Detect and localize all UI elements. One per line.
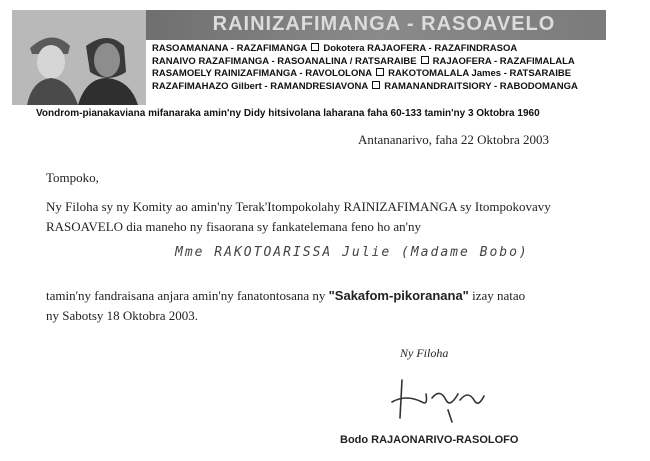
thanks-line-1: Ny Filoha sy ny Komity ao amin'ny Terak'Itompokolahy RAINIZAFIMANGA sy Itompokovavy <box>46 199 551 214</box>
bullet-box <box>421 56 429 64</box>
names-left: RASOAMANANA - RAZAFIMANGA <box>152 43 308 54</box>
founders-photo <box>12 10 146 105</box>
bullet-box <box>311 43 319 51</box>
founders-portrait-image <box>12 10 146 105</box>
letterhead <box>12 10 606 119</box>
event-line-1 <box>46 286 525 306</box>
closing-title: Ny Filoha <box>400 346 449 360</box>
names-row <box>152 43 608 56</box>
bullet-box <box>372 81 380 89</box>
thanks-paragraph <box>46 197 551 237</box>
names-row <box>152 56 608 69</box>
event-text-post: izay natao <box>468 288 526 303</box>
names-right: RAMANANDRAITSIORY - RABODOMANGA <box>384 80 578 92</box>
event-paragraph <box>46 286 525 326</box>
event-line-2: ny Sabotsy 18 Oktobra 2003. <box>46 308 199 323</box>
salutation: Tompoko, <box>46 170 99 185</box>
names-row <box>152 81 608 94</box>
names-row <box>152 68 608 81</box>
event-name: "Sakafom-pikoranana" <box>328 288 469 303</box>
letter-date: Antananarivo, faha 22 Oktobra 2003 <box>358 132 549 147</box>
event-text-pre: tamin'ny fandraisana anjara amin'ny fanatontosana ny <box>46 288 329 303</box>
family-names <box>152 43 608 93</box>
names-right: RAJAOFERA - RAZAFIMALALA <box>432 55 575 67</box>
names-right: RAKOTOMALALA James - RATSARAIBE <box>388 68 572 79</box>
bullet-box <box>376 68 384 76</box>
family-title: RAINIZAFIMANGA - RASOAVELO <box>212 13 556 35</box>
signature <box>388 372 498 433</box>
legal-subtitle: Vondrom-pianakaviana mifanaraka amin'ny Didy hitsivolana laharana faha 60-133 tamin'ny 3 Oktobra 1960 <box>36 108 540 119</box>
names-right: Dokotera RAJAOFERA - RAZAFINDRASOA <box>323 43 518 54</box>
names-left: RANAIVO RAZAFIMANGA - RASOANALINA / RATSARAIBE <box>152 55 417 67</box>
signature-scribble <box>388 372 498 428</box>
thanks-line-2: RASOAVELO dia maneho ny fisaorana sy fankatelemana feno ho an'ny <box>46 219 422 234</box>
signer-name: Bodo RAJAONARIVO-RASOLOFO <box>340 434 519 446</box>
names-left: RAZAFIMAHAZO Gilbert - RAMANDRESIAVONA <box>152 80 369 92</box>
handwritten-recipient: Mme RAKOTOARISSA Julie (Madame Bobo) <box>175 245 529 260</box>
names-left: RASAMOELY RAINIZAFIMANGA - RAVOLOLONA <box>152 68 373 79</box>
